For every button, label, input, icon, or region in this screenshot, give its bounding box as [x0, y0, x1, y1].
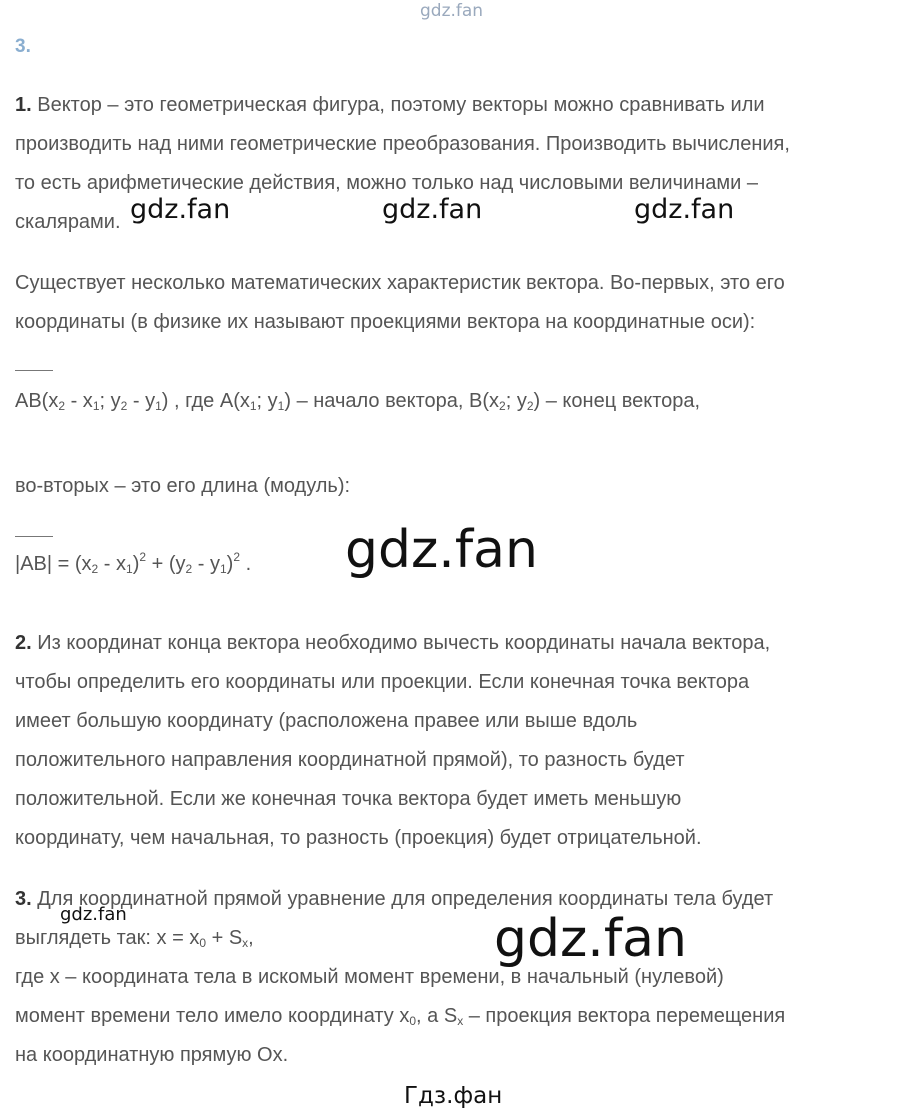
- section-1-line-2: производить над ними геометрические преобразования. Производить вычисления,: [15, 133, 790, 155]
- formula-vector-length: $|AB| = (x_2 - x_1)^2 + (y_2 - y_1)^2$ .: [15, 550, 252, 576]
- section-3-line-5: на координатную прямую Ox.: [15, 1044, 289, 1066]
- section-1b-line-1: Существует несколько математических характеристик вектора. Во-первых, это его: [15, 272, 785, 294]
- section-2-line-3: имеет большую координату (расположена правее или выше вдоль: [15, 710, 638, 732]
- watermark-small: gdz.fan: [60, 904, 127, 925]
- watermark-top: gdz.fan: [420, 1, 484, 21]
- watermark-mid-2: gdz.fan: [382, 194, 483, 225]
- section-2-line-5: положительной. Если же конечная точка вектора будет иметь меньшую: [15, 788, 682, 810]
- section-3-line-4: момент времени тело имело координату $x_0$, а $S_x$ – проекция вектора перемещения: [15, 1005, 786, 1028]
- section-2-line-2: чтобы определить его координаты или проекции. Если конечная точка вектора: [15, 671, 750, 693]
- section-2: [15, 624, 907, 858]
- watermark-big-2: gdz.fan: [494, 909, 687, 969]
- section-3-line-1: 3. Для координатной прямой уравнение для определения координаты тела будет: [15, 888, 774, 910]
- section-2-line-1: 2. Из координат конца вектора необходимо вычесть координаты начала вектора,: [15, 632, 771, 654]
- watermark-mid-1: gdz.fan: [130, 194, 231, 225]
- section-3-line-2: выглядеть так: $x = x_0 + S_x$,: [15, 927, 254, 950]
- section-1-line-4: скалярами.: [15, 211, 121, 233]
- watermark-mid-3: gdz.fan: [634, 194, 735, 225]
- vector-bar-1: [15, 370, 53, 371]
- section-2-line-6: координату, чем начальная, то разность (проекция) будет отрицательной.: [15, 827, 702, 849]
- section-2-line-4: положительного направления координатной прямой), то разность будет: [15, 749, 685, 771]
- section-1-line-3: то есть арифметические действия, можно только над числовыми величинами –: [15, 172, 758, 194]
- vector-bar-2: [15, 536, 53, 537]
- section-3-line-3: где x – координата тела в искомый момент времени, в начальный (нулевой): [15, 966, 724, 988]
- section-3: [15, 880, 907, 1075]
- section-1b: [15, 264, 907, 342]
- section-3-number: 3.: [15, 888, 32, 910]
- formula-vector-coordinates: $AB(x_2 - x_1$; $y_2 - y_1$) , где $A(x_1$; $y_1$) – начало вектора, $B(x_2$; $y_2$) – конец вектора,: [15, 390, 701, 413]
- section-1-line-1: 1. Вектор – это геометрическая фигура, поэтому векторы можно сравнивать или: [15, 94, 765, 116]
- second-characteristic: во-вторых – это его длина (модуль):: [15, 475, 351, 497]
- section-1b-line-2: координаты (в физике их называют проекциями вектора на координатные оси):: [15, 311, 756, 333]
- watermark-big-1: gdz.fan: [345, 520, 538, 580]
- task-number: 3.: [15, 36, 31, 57]
- section-1-number: 1.: [15, 94, 32, 116]
- section-2-number: 2.: [15, 632, 32, 654]
- watermark-bottom: Гдз.фан: [404, 1083, 503, 1109]
